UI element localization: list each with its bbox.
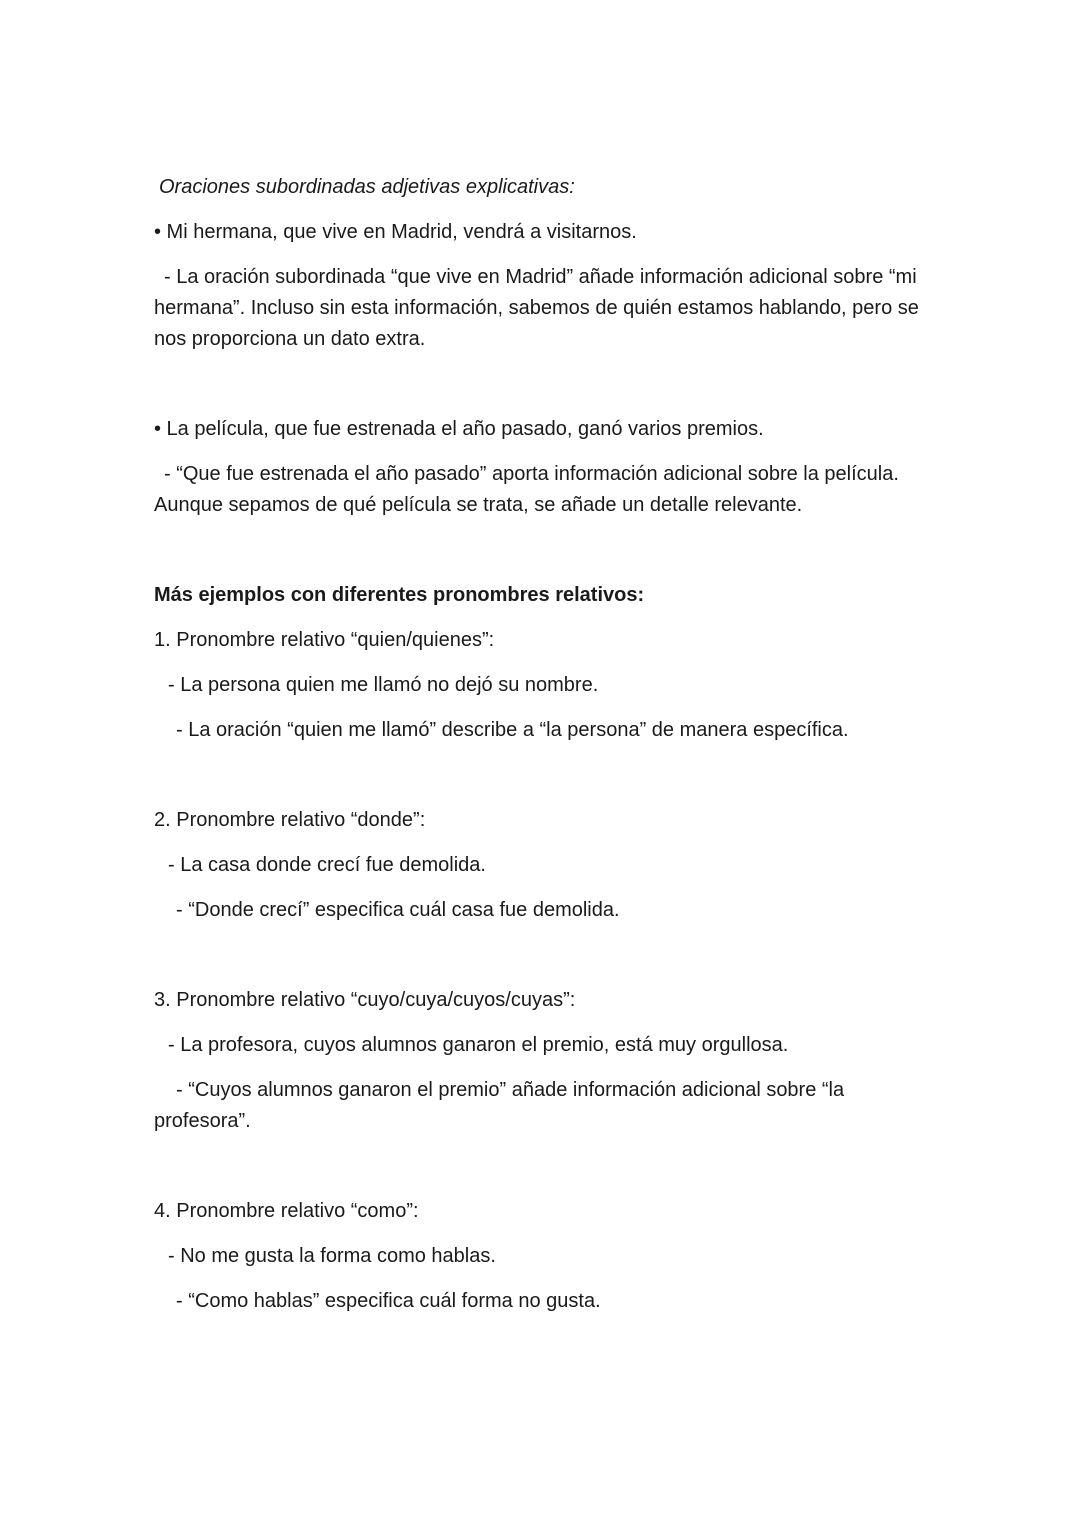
pronoun-explanation: - La oración “quien me llamó” describe a “la persona” de manera específica.: [176, 719, 849, 741]
pronoun-explanation: - “Cuyos alumnos ganaron el premio” añade información adicional sobre “la profesora”.: [154, 1079, 845, 1132]
pronoun-title: 2. Pronombre relativo “donde”:: [154, 809, 426, 831]
pronoun-example: - No me gusta la forma como hablas.: [168, 1245, 496, 1267]
pronoun-title: 1. Pronombre relativo “quien/quienes”:: [154, 629, 495, 651]
example-sentence: • La película, que fue estrenada el año pasado, ganó varios premios.: [154, 418, 764, 440]
pronoun-example: - La persona quien me llamó no dejó su nombre.: [168, 674, 599, 696]
pronoun-explanation: - “Como hablas” especifica cuál forma no gusta.: [176, 1290, 601, 1312]
document-page: [154, 172, 934, 1317]
section-heading-mas-ejemplos: Más ejemplos con diferentes pronombres relativos:: [154, 584, 645, 606]
pronoun-title: 4. Pronombre relativo “como”:: [154, 1200, 419, 1222]
example-explanation: - “Que fue estrenada el año pasado” aporta información adicional sobre la película. Aunque sepamos de qué película se trata, se añade un detalle relevante.: [154, 463, 899, 516]
example-explanation: - La oración subordinada “que vive en Madrid” añade información adicional sobre “mi hermana”. Incluso sin esta información, sabemos de quién estamos hablando, pero se nos proporciona un dato extra.: [154, 266, 919, 350]
pronoun-explanation: - “Donde crecí” especifica cuál casa fue demolida.: [176, 899, 620, 921]
pronoun-example: - La profesora, cuyos alumnos ganaron el premio, está muy orgullosa.: [168, 1034, 789, 1056]
example-sentence: • Mi hermana, que vive en Madrid, vendrá a visitarnos.: [154, 221, 637, 243]
pronoun-title: 3. Pronombre relativo “cuyo/cuya/cuyos/cuyas”:: [154, 989, 576, 1011]
section-heading-explicativas: Oraciones subordinadas adjetivas explicativas:: [159, 176, 575, 198]
pronoun-example: - La casa donde crecí fue demolida.: [168, 854, 486, 876]
